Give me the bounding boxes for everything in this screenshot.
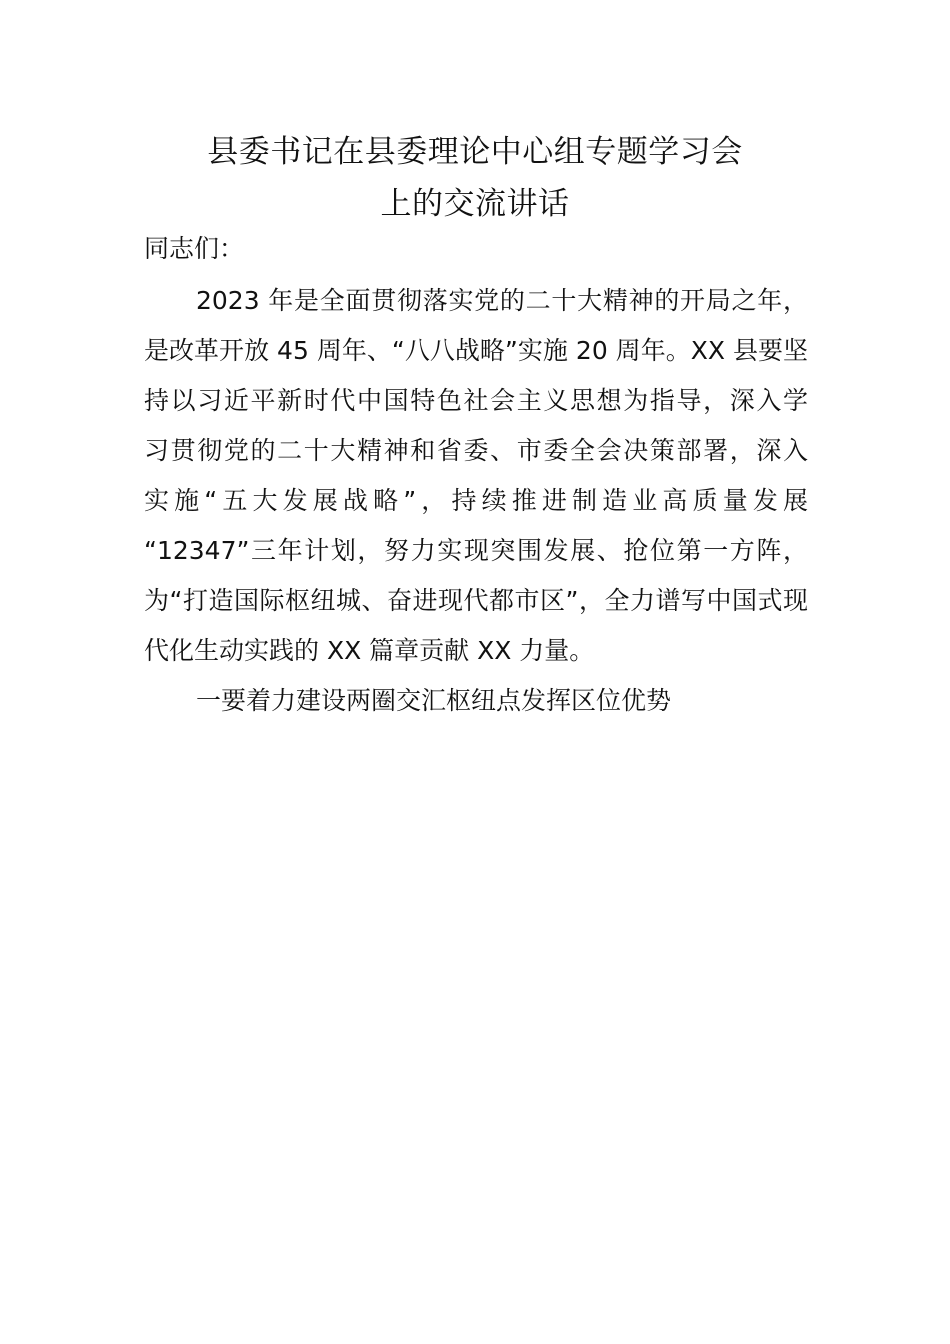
paragraph-1-line-8: 代化生动实践的 XX 篇章贡献 XX 力量。 <box>144 636 595 665</box>
paragraph-1-line-6: “12347”三年计划，努力实现突围发展、抢位第一方阵， <box>144 536 808 565</box>
document-title-line-2: 上的交流讲话 <box>380 186 570 222</box>
document-title-line-1: 县委书记在县委理论中心组专题学习会 <box>207 134 743 170</box>
paragraph-1-line-1: 2023 年是全面贯彻落实党的二十大精神的开局之年， <box>196 286 808 315</box>
section-heading-1: 一要着力建设两圈交汇枢纽点发挥区位优势 <box>196 686 672 715</box>
paragraph-1-line-3: 持以习近平新时代中国特色社会主义思想为指导，深入学 <box>144 386 808 415</box>
salutation: 同志们： <box>144 234 245 263</box>
paragraph-1-line-4: 习贯彻党的二十大精神和省委、市委全会决策部署，深入 <box>144 436 808 465</box>
paragraph-1-line-2: 是改革开放 45 周年、“八八战略”实施 20 周年。XX 县要坚 <box>144 336 808 365</box>
paragraph-1-line-5: 实施“五大发展战略”，持续推进制造业高质量发展 <box>144 486 808 515</box>
paragraph-1-line-7: 为“打造国际枢纽城、奋进现代都市区”，全力谱写中国式现 <box>144 586 808 615</box>
